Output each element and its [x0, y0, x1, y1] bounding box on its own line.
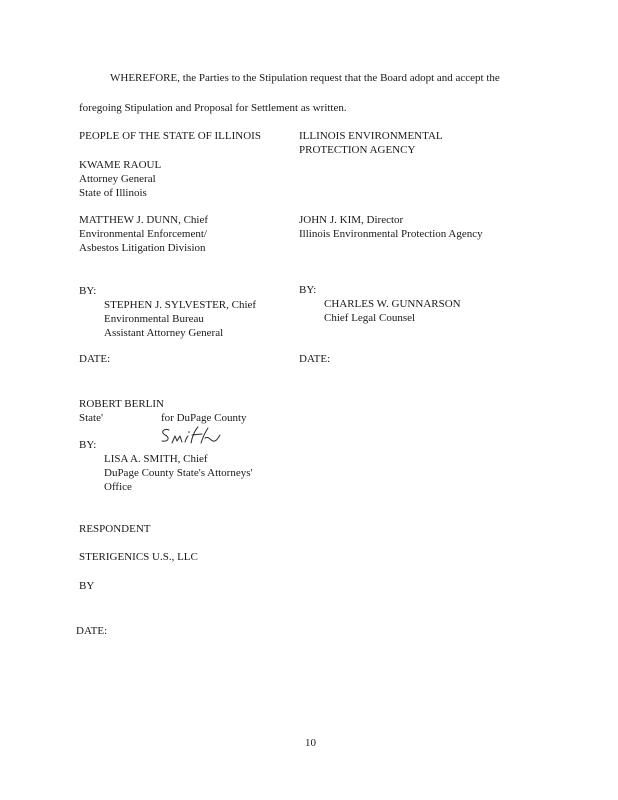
director-block — [299, 213, 483, 241]
county-office-1: DuPage County State's Attorneys' — [104, 467, 253, 479]
chief-division-2: Asbestos Litigation Division — [79, 242, 206, 254]
county-office-2: Office — [104, 481, 132, 493]
right-by-label: BY: — [299, 284, 317, 296]
ag-title: Attorney General — [79, 173, 156, 185]
agency-name-1: ILLINOIS ENVIRONMENTAL — [299, 130, 443, 142]
left-party-heading — [79, 129, 261, 143]
agency-name-2: PROTECTION AGENCY — [299, 144, 416, 156]
left-signer-title-1: Environmental Bureau — [104, 313, 204, 325]
chief-division-1: Environmental Enforcement/ — [79, 228, 207, 240]
right-party-heading — [299, 129, 443, 157]
handwritten-signature — [158, 425, 222, 449]
left-signer-title-2: Assistant Attorney General — [104, 327, 224, 339]
county-attorney-name: ROBERT BERLIN — [79, 398, 165, 410]
left-date-label: DATE: — [79, 353, 111, 365]
ag-state: State of Illinois — [79, 187, 147, 199]
right-signer-name: CHARLES W. GUNNARSON — [324, 298, 461, 310]
division-chief-block — [79, 213, 208, 255]
intro-line-1: WHEREFORE, the Parties to the Stipulation request that the Board adopt and accept the — [110, 72, 500, 84]
left-by-label: BY: — [79, 285, 97, 297]
county-by-label: BY: — [79, 439, 97, 451]
director-name: JOHN J. KIM, Director — [299, 214, 404, 226]
county-signer-name: LISA A. SMITH, Chief — [104, 453, 208, 465]
county-title-a: State' — [79, 412, 103, 424]
party-name: PEOPLE OF THE STATE OF ILLINOIS — [79, 130, 261, 142]
respondent-label: RESPONDENT — [79, 523, 151, 535]
ag-name: KWAME RAOUL — [79, 159, 162, 171]
left-signer-name: STEPHEN J. SYLVESTER, Chief — [104, 299, 257, 311]
intro-line-2: foregoing Stipulation and Proposal for Settlement as written. — [79, 102, 347, 114]
respondent-by-label: BY — [79, 580, 95, 592]
respondent-company: STERIGENICS U.S., LLC — [79, 551, 198, 563]
director-org: Illinois Environmental Protection Agency — [299, 228, 483, 240]
chief-name: MATTHEW J. DUNN, Chief — [79, 214, 209, 226]
county-title-b: for DuPage County — [161, 412, 247, 424]
left-signer-block — [104, 298, 256, 340]
page-number: 10 — [305, 737, 316, 749]
respondent-date-label: DATE: — [76, 625, 108, 637]
right-signer-title: Chief Legal Counsel — [324, 312, 416, 324]
right-date-label: DATE: — [299, 353, 331, 365]
attorney-general-block — [79, 158, 161, 200]
right-signer-block — [324, 297, 461, 325]
county-signer-block — [104, 452, 252, 494]
